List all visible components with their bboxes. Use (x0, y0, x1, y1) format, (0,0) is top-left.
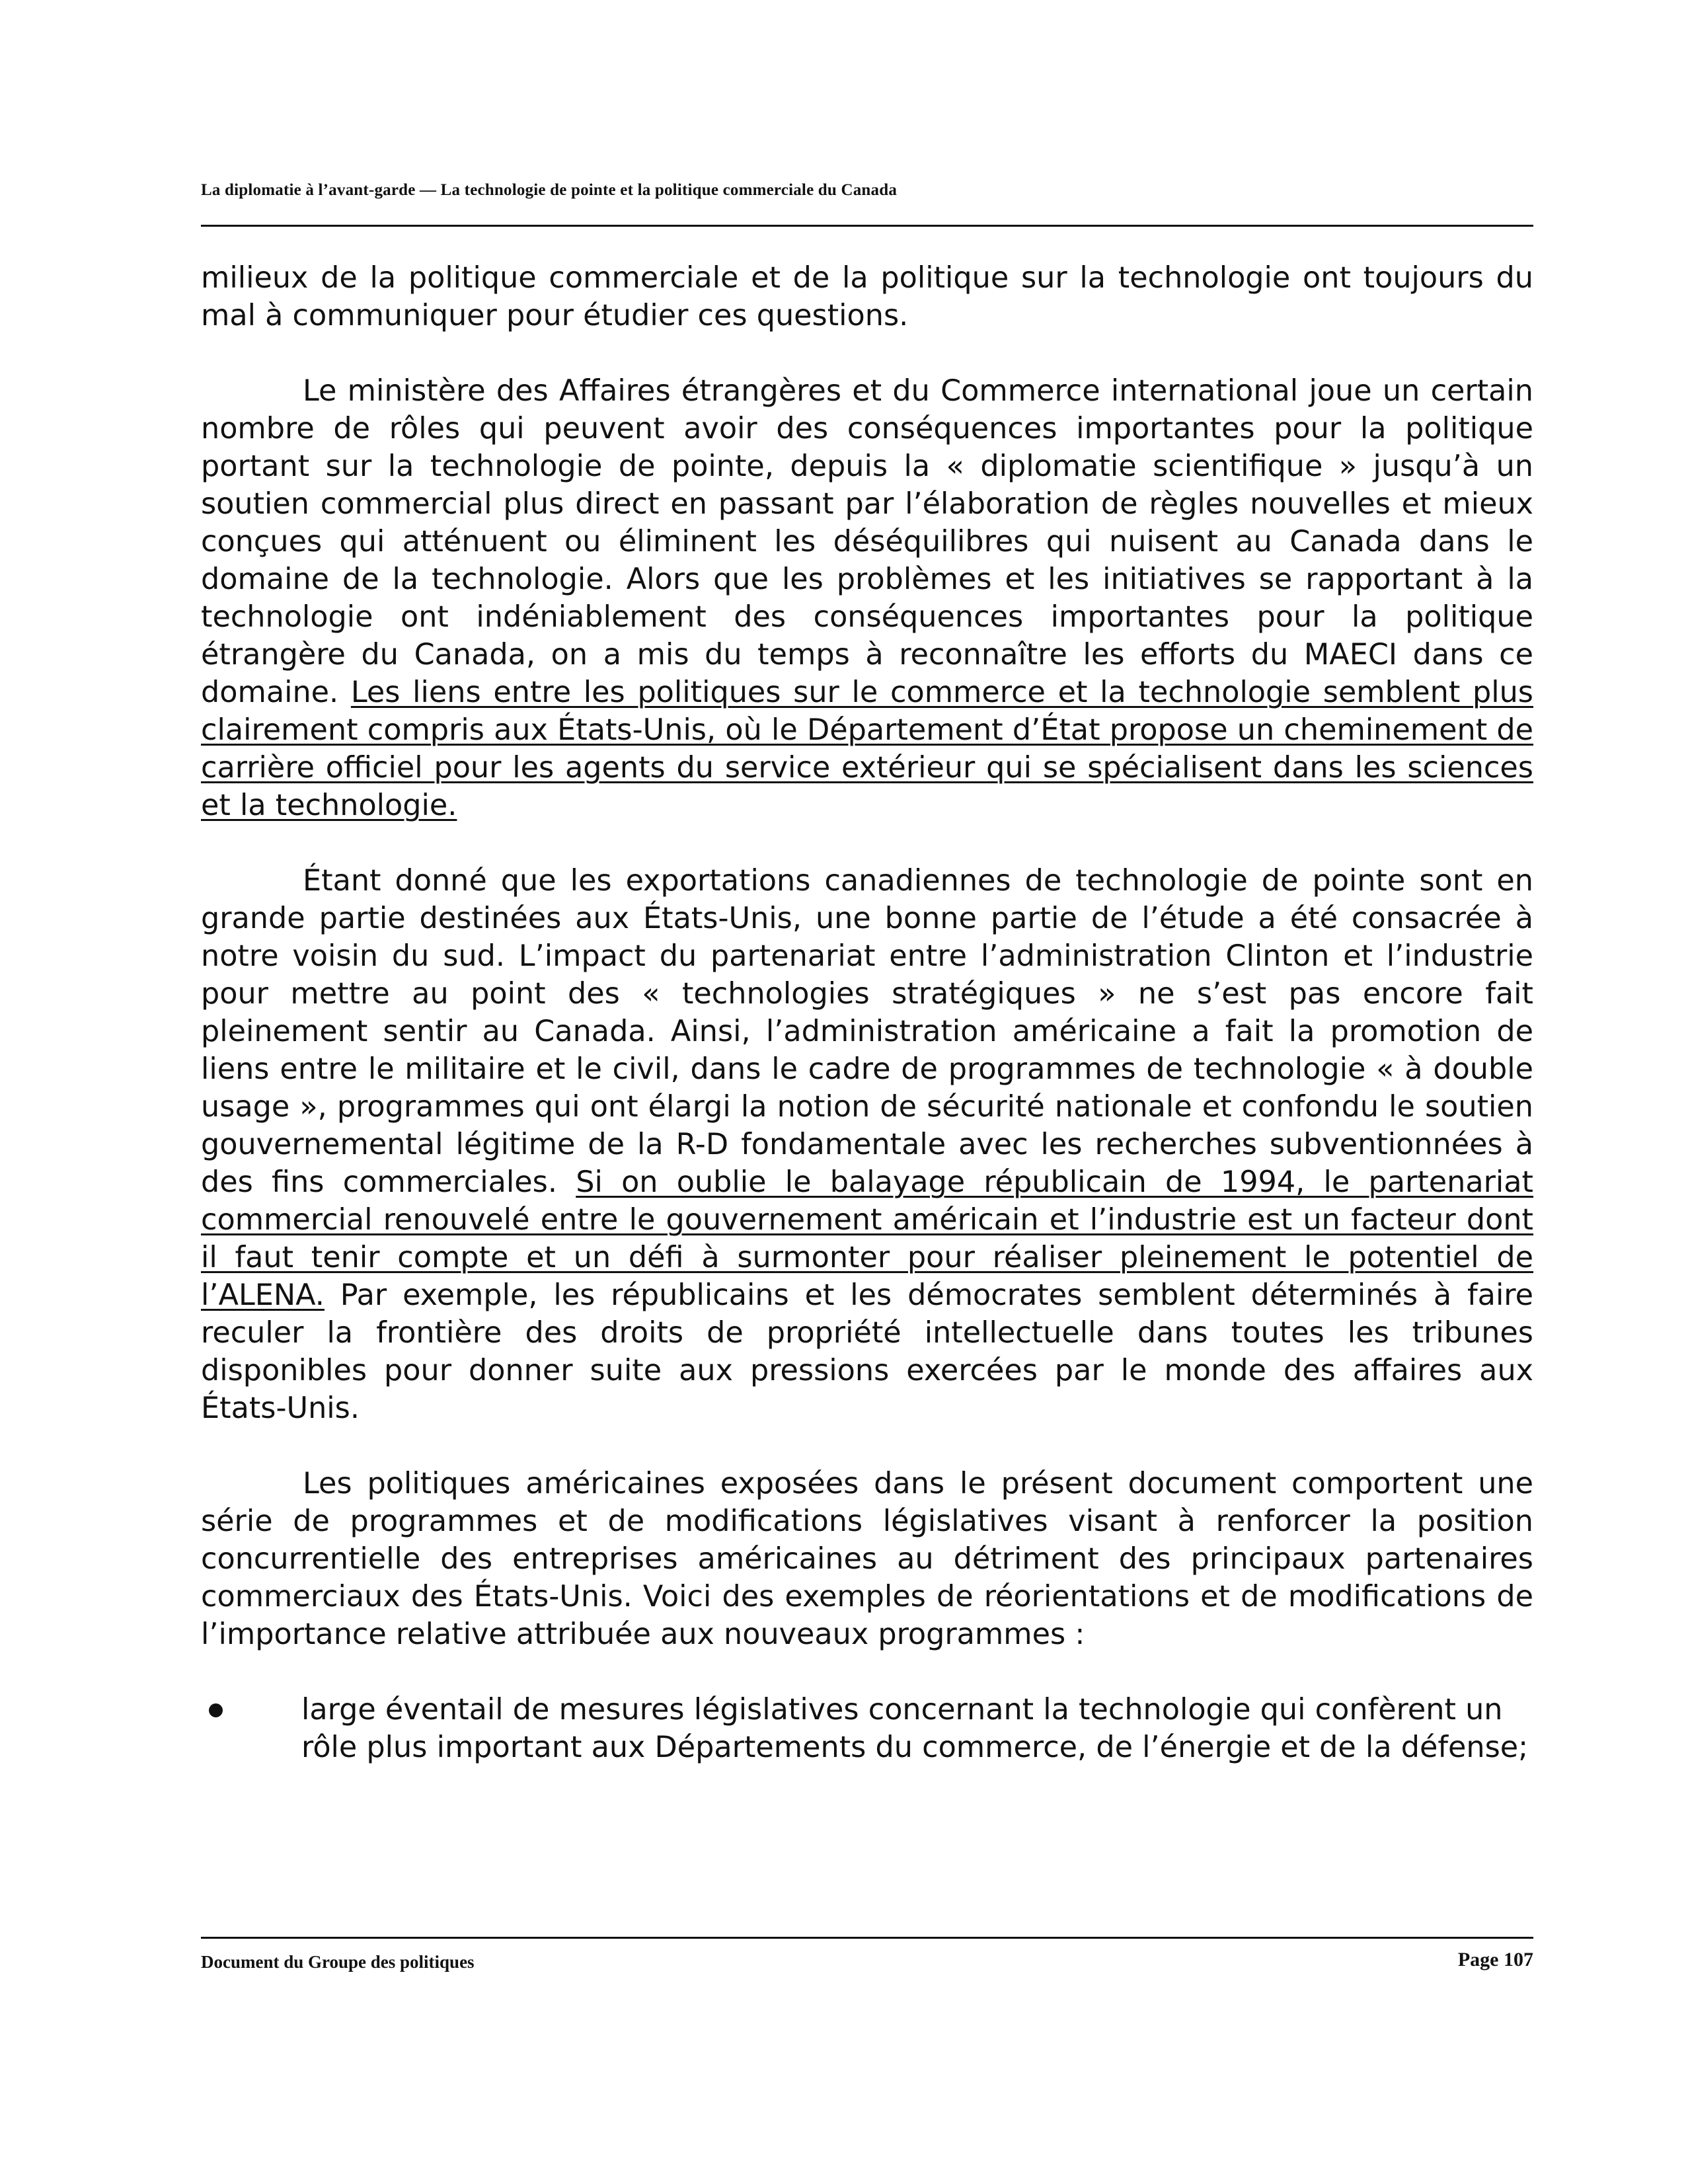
header-rule (201, 225, 1533, 227)
text-segment: Par exemple, les républicains et les démocrates semblent déterminés à faire reculer la frontière des droits de propriété intellectuelle dans toutes les tribunes disponibles pour donner suite aux pressions exercées par le monde des affaires aux États-Unis. (201, 1278, 1533, 1425)
body-text (201, 259, 1533, 1766)
paragraph-1 (201, 259, 1533, 334)
underlined-passage: Les liens entre les politiques sur le commerce et la technologie semblent plus clairement compris aux États-Unis, où le Département d’État propose un cheminement de carrière officiel pour les agents du service extérieur qui se spécialisent dans les sciences et la technologie. (201, 676, 1533, 822)
underlined-passage: Si on oublie le balayage républicain de 1994, le partenariat commercial renouvelé entre le gouvernement américain et l’industrie est un facteur dont il faut tenir compte et un défi à surmonter pour réaliser pleinement le potentiel de l’ALENA. (201, 1165, 1534, 1312)
running-header: La diplomatie à l’avant-garde — La technologie de pointe et la politique commerciale du Canada (201, 181, 898, 199)
text-segment: Les politiques américaines exposées dans le présent document comportent une série de programmes et de modifications législatives visant à renforcer la position concurrentielle des entreprises américaines au détriment des principaux partenaires commerciaux des États-Unis. Voici des exemples de réorientations et de modifications de l’importance relative attribuée aux nouveaux programmes : (201, 1467, 1533, 1651)
paragraph-4 (201, 1465, 1533, 1653)
bullet-icon (209, 1703, 223, 1717)
paragraph-2 (201, 372, 1533, 824)
footer-rule (201, 1937, 1533, 1939)
text-segment: milieux de la politique commerciale et de la politique sur la technologie ont toujours du mal à communiquer pour étudier ces questions. (201, 261, 1533, 332)
bullet-text: large éventail de mesures législatives concernant la technologie qui confèrent un rôle plus important aux Départements du commerce, de l’énergie et de la défense; (301, 1693, 1529, 1764)
bullet-list (201, 1691, 1533, 1766)
footer-document-name: Document du Groupe des politiques (201, 1952, 475, 1972)
page-number: Page 107 (1457, 1949, 1533, 1970)
list-item (201, 1691, 1533, 1766)
text-segment: Étant donné que les exportations canadiennes de technologie de pointe sont en grande partie destinées aux États-Unis, une bonne partie de l’étude a été consacrée à notre voisin du sud. L’impact du partenariat entre l’administration Clinton et l’industrie pour mettre au point des « technologies stratégiques » ne s’est pas encore fait pleinement sentir au Canada. Ainsi, l’administration américaine a fait la promotion de liens entre le militaire et le civil, dans le cadre de programmes de technologie « à double usage », programmes qui ont élargi la notion de sécurité nationale et confondu le soutien gouvernemental légitime de la R-D fondamentale avec les recherches subventionnées à des fins commerciales. (201, 864, 1533, 1199)
paragraph-3 (201, 862, 1533, 1427)
text-segment: Le ministère des Affaires étrangères et du Commerce international joue un certain nombre de rôles qui peuvent avoir des conséquences importantes pour la politique portant sur la technologie de pointe, depuis la « diplomatie scientifique » jusqu’à un soutien commercial plus direct en passant par l’élaboration de règles nouvelles et mieux conçues qui atténuent ou éliminent les déséquilibres qui nuisent au Canada dans le domaine de la technologie. Alors que les problèmes et les initiatives se rapportant à la technologie ont indéniablement des conséquences importantes pour la politique étrangère du Canada, on a mis du temps à reconnaître les efforts du MAECI dans ce domaine. (201, 374, 1533, 709)
